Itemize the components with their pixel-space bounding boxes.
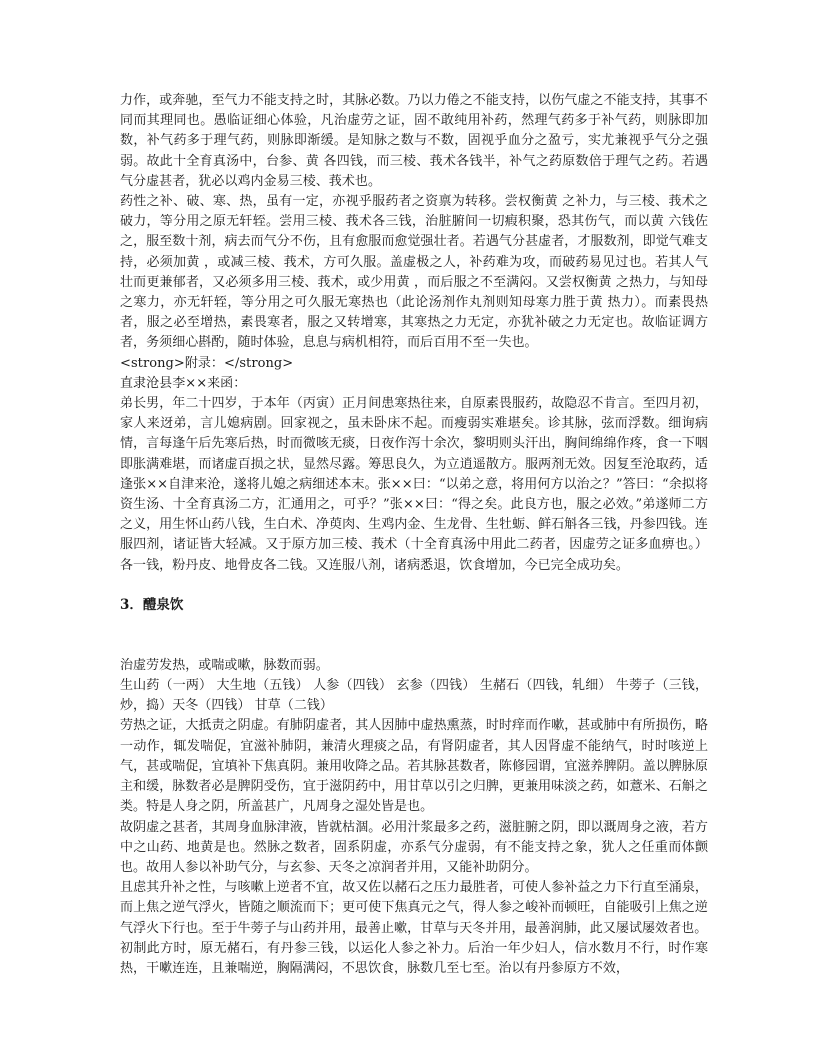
text-block-upper <box>120 91 708 576</box>
paragraph: 初制此方时，原无赭石，有丹参三钱，以运化人参之补力。后治一年少妇人，信水数月不行，时作寒热，干嗽连连，且兼喘逆，胸隔满闷，不思饮食，脉数几至七至。治以有丹参原方不效， <box>120 940 708 976</box>
text-block-lower <box>120 656 708 979</box>
ingredient-list: 生山药（一两） 大生地（五钱） 人参（四钱） 玄参（四钱） 生赭石（四钱，轧细） 牛蒡子（三钱，炒，捣）天冬（四钱） 甘草（二钱） <box>120 678 708 714</box>
paragraph: 劳热之证，大抵责之阴虚。有肺阴虚者，其人因肺中虚热熏蒸，时时痒而作嗽，甚或肺中有所损伤，略一动作，辄发喘促，宜滋补肺阴，兼清火理痰之品，有肾阴虚者，其人因肾虚不能纳气，时时咳逆上气，甚或喘促，宜填补下焦真阴。兼用收降之品。若其脉甚数者，陈修园谓，宜滋养脾阴。盖以脾脉原主和缓，脉数者必是脾阴受伤，宜于滋阴药中，用甘草以引之归脾，更兼用味淡之药，如薏米、石斛之类。特是人身之阴，所盖甚广，凡周身之湿处皆是也。 <box>120 718 708 815</box>
paragraph: 治虚劳发热，或喘或嗽，脉数而弱。 <box>120 657 329 673</box>
paragraph: 药性之补、破、寒、热，虽有一定，亦视乎服药者之资禀为转移。尝权衡黄 之补力，与三棱、莪术之破力，等分用之原无轩轾。尝用三棱、莪术各三钱，治脏腑间一切瘕积聚，恐其伤气，而以黄 六钱佐之，服至数十剂，病去而气分不伤，且有愈服而愈觉强壮者。若遇气分甚虚者，才服数剂，即觉气难支持，必须加黄 ，或减三棱、莪术，方可久服。盖虚极之人，补药难为攻，而破药易见过也。若其人气壮而更兼郁者，又必须多用三棱、莪术，或少用黄 ，而后服之不至满闷。又尝权衡黄 之热力，与知母之寒力，亦无轩轾，等分用之可久服无寒热也（此论汤剂作丸剂则知母寒力胜于黄 热力）。而素畏热者，服之必至增热，素畏寒者，服之又转增寒，其寒热之力无定，亦犹补破之力无定也。故临证调方者，务须细心斟酌，随时体验，息息与病机相符，而后百用不至一失也。 <box>120 194 708 351</box>
paragraph: 故阴虚之甚者，其周身血脉津液，皆就枯涸。必用汁浆最多之药，滋脏腑之阴，即以溉周身之液，若方中之山药、地黄是也。然脉之数者，固系阴虚，亦系气分虚弱，有不能支持之象，犹人之任重而体颤也。故用人参以补助气分，与玄参、天冬之凉润者并用，又能补助阴分。 <box>120 819 708 875</box>
paragraph: 且虑其升补之性，与咳嗽上逆者不宜，故又佐以赭石之压力最胜者，可使人参补益之力下行直至涌泉，而上焦之逆气浮火，皆随之顺流而下；更可使下焦真元之气，得人参之峻补而顿旺，自能吸引上焦之逆气浮火下行也。至于牛蒡子与山药并用，最善止嗽，甘草与天冬并用，最善润肺，此又屡试屡效者也。 <box>120 880 708 936</box>
appendix-label: <strong>附录：</strong> <box>120 355 294 371</box>
paragraph: 弟长男，年二十四岁，于本年（丙寅）正月间患寒热往来，自原素畏服药，故隐忍不肯言。至四月初，家人来迓弟，言儿媳病剧。回家视之，虽未卧床不起。而瘦弱实难堪矣。诊其脉，弦而浮数。细询病情，言每逢午后先寒后热，时而微咳无痰，日夜作泻十余次，黎明则头汗出，胸间绵绵作疼，食一下咽即胀满难堪，而诸虚百损之状，显然尽露。筹思良久，为立逍遥散方。服两剂无效。因复至沧取药，适逢张××自津来沧，遂将儿媳之病细述本末。张××曰：“以弟之意，将用何方以治之？”答曰：“余拟将资生汤、十全育真汤二方，汇通用之，可乎？”张××曰：“得之矣。此良方也，服之必效。”弟遂师二方之义，用生怀山药八钱，生白术、净萸肉、生鸡内金、生龙骨、生牡蛎、鲜石斛各三钱，丹参四钱。连服四剂，诸证皆大轻减。又于原方加三棱、莪术（十全育真汤中用此二药者，因虚劳之证多血痹也。）各一钱，粉丹皮、地骨皮各二钱。又连服八剂，诸病悉退，饮食增加，今已完全成功矣。 <box>120 396 708 573</box>
document-page <box>120 91 708 979</box>
paragraph: 力作，或奔驰，至气力不能支持之时，其脉必数。乃以力倦之不能支持，以伤气虚之不能支持，其事不同而其理同也。愚临证细心体验，凡治虚劳之证，固不敢纯用补药，然理气药多于补气药，则脉即加数，补气药多于理气药，则脉即渐缓。是知脉之数与不数，固视乎血分之盈亏，实尤兼视乎气分之强弱。故此十全育真汤中，台参、黄 各四钱，而三棱、莪术各钱半，补气之药原数倍于理气之药。若遇气分虚甚者，犹必以鸡内金易三棱、莪术也。 <box>120 93 708 189</box>
spacer <box>120 615 708 656</box>
section-heading: 3．醴泉饮 <box>120 596 184 613</box>
letter-source: 直隶沧县李××来函： <box>120 375 247 391</box>
